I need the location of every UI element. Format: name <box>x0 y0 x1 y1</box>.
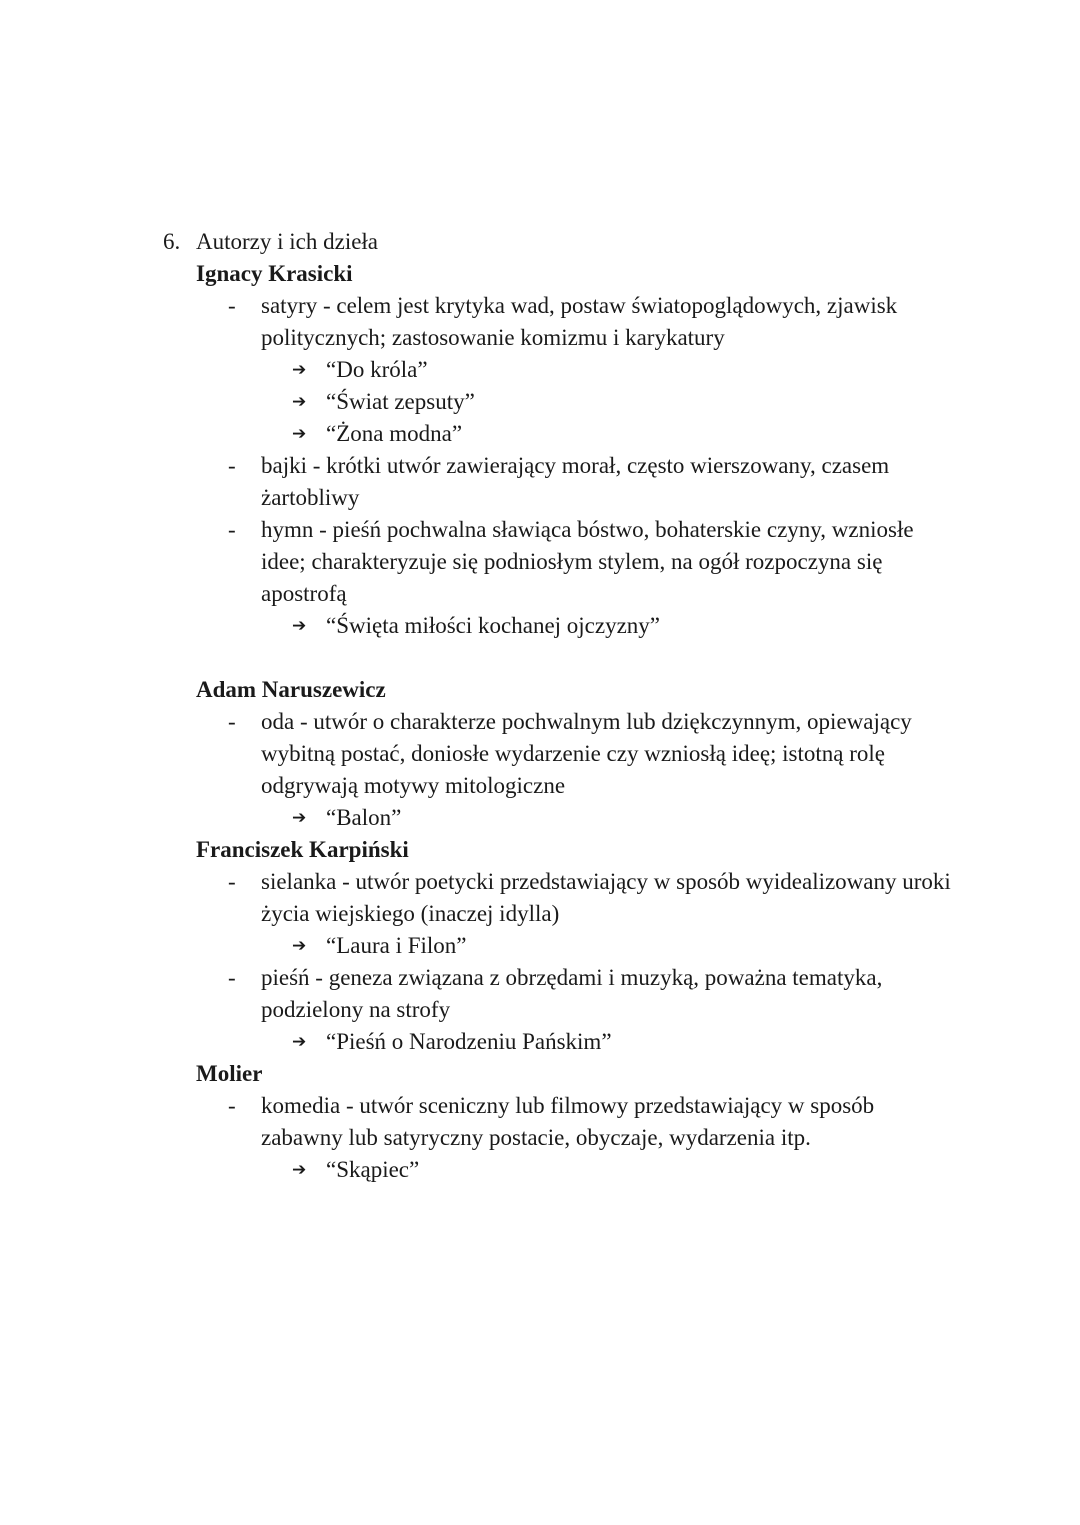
dash-bullet: - <box>228 965 236 990</box>
arrow-icon: ➔ <box>292 616 307 636</box>
work-item <box>0 930 1080 962</box>
work-item <box>0 802 1080 834</box>
arrow-icon: ➔ <box>292 424 307 444</box>
arrow-icon: ➔ <box>292 808 307 828</box>
arrow-icon: ➔ <box>292 392 307 412</box>
genre-item <box>0 706 1080 802</box>
genre-text: hymn - pieśń pochwalna sławiąca bóstwo, bohaterskie czyny, wzniosłe idee; charakteryzuje się podniosłym stylem, na ogół rozpoczyna się apostrofą <box>261 517 914 606</box>
genre-text: oda - utwór o charakterze pochwalnym lub dziękczynnym, opiewający wybitną postać, doniosłe wydarzenie czy wzniosłą ideę; istotną rolę odgrywają motywy mitologiczne <box>261 709 912 798</box>
work-title: “Do króla” <box>326 357 428 382</box>
work-title: “Laura i Filon” <box>326 933 467 958</box>
section-number: 6. <box>163 229 181 254</box>
work-title: “Skąpiec” <box>326 1157 420 1182</box>
dash-bullet: - <box>228 517 236 542</box>
genre-item <box>0 514 1080 610</box>
genre-text: sielanka - utwór poetycki przedstawiający w sposób wyidealizowany uroki życia wiejskiego (inaczej idylla) <box>261 869 951 926</box>
genre-text: satyry - celem jest krytyka wad, postaw światopoglądowych, zjawisk politycznych; zastosowanie komizmu i karykatury <box>261 293 898 350</box>
arrow-icon: ➔ <box>292 936 307 956</box>
genre-text: pieśń - geneza związana z obrzędami i muzyką, poważna tematyka, podzielony na strofy <box>261 965 883 1022</box>
work-title: “Pieśń o Narodzeniu Pańskim” <box>326 1029 612 1054</box>
arrow-icon: ➔ <box>292 360 307 380</box>
arrow-icon: ➔ <box>292 1032 307 1052</box>
author-name: Franciszek Karpiński <box>196 837 409 862</box>
work-item <box>0 418 1080 450</box>
dash-bullet: - <box>228 293 236 318</box>
work-title: “Żona modna” <box>326 421 463 446</box>
author-name: Molier <box>196 1061 263 1086</box>
dash-bullet: - <box>228 709 236 734</box>
work-item <box>0 1026 1080 1058</box>
genre-text: komedia - utwór sceniczny lub filmowy przedstawiający w sposób zabawny lub satyryczny postacie, obyczaje, wydarzenia itp. <box>261 1093 875 1150</box>
work-item <box>0 1154 1080 1186</box>
work-item <box>0 610 1080 642</box>
genre-item <box>0 962 1080 1026</box>
dash-bullet: - <box>228 453 236 478</box>
author-name: Adam Naruszewicz <box>196 677 386 702</box>
genre-item <box>0 1090 1080 1154</box>
genre-item <box>0 866 1080 930</box>
section-heading <box>0 226 1080 258</box>
work-title: “Balon” <box>326 805 402 830</box>
genre-item <box>0 450 1080 514</box>
work-item <box>0 354 1080 386</box>
genre-text: bajki - krótki utwór zawierający morał, często wierszowany, czasem żartobliwy <box>261 453 890 510</box>
genre-item <box>0 290 1080 354</box>
work-item <box>0 386 1080 418</box>
notes-content <box>0 226 1080 1186</box>
work-title: “Święta miłości kochanej ojczyzny” <box>326 613 661 638</box>
dash-bullet: - <box>228 1093 236 1118</box>
section-title: Autorzy i ich dzieła <box>196 229 379 254</box>
author-name: Ignacy Krasicki <box>196 261 353 286</box>
work-title: “Świat zepsuty” <box>326 389 475 414</box>
arrow-icon: ➔ <box>292 1160 307 1180</box>
spacer <box>0 642 1080 674</box>
dash-bullet: - <box>228 869 236 894</box>
